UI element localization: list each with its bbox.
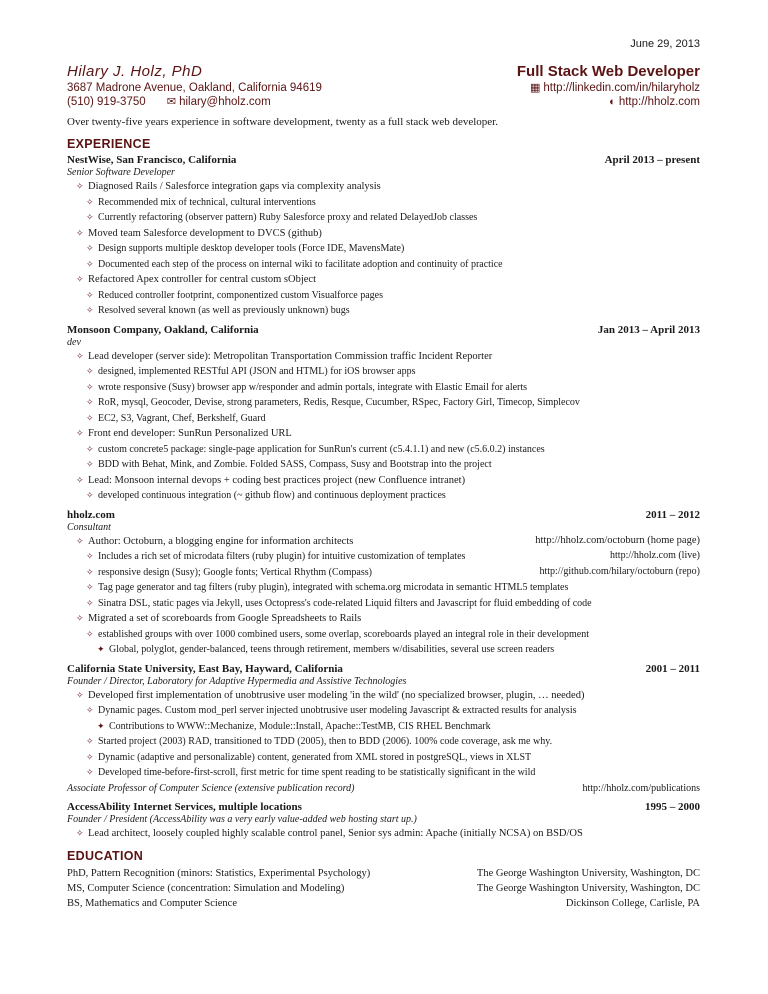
bullet-text-wrap bbox=[86, 195, 316, 211]
bullet-item bbox=[67, 426, 700, 442]
bullet-item bbox=[67, 688, 700, 704]
bullet-item bbox=[67, 288, 700, 304]
bullet-item bbox=[67, 442, 700, 458]
bullet-item bbox=[67, 534, 700, 550]
bullet-text-wrap bbox=[86, 488, 446, 504]
bullet-text-wrap bbox=[86, 380, 527, 396]
phone: (510) 919-3750 bbox=[67, 96, 146, 108]
bullet-text: Documented each step of the process on internal wiki to facilitate adoption and continuity of practice bbox=[98, 258, 503, 270]
linkedin-icon: ▦ bbox=[529, 82, 541, 94]
bullet-icon: ✧ bbox=[76, 181, 84, 191]
linkedin-line[interactable] bbox=[517, 81, 700, 95]
resume-page bbox=[67, 37, 700, 911]
bullet-item bbox=[67, 642, 700, 658]
bullet-text-wrap bbox=[86, 580, 568, 596]
bullet-icon: ✧ bbox=[86, 551, 94, 561]
job-role: Founder / President (AccessAbility was a very early value-added web hosting start up.) bbox=[67, 813, 417, 825]
school: Dickinson College, Carlisle, PA bbox=[565, 898, 700, 909]
bullet-item bbox=[67, 488, 700, 504]
date: June 29, 2013 bbox=[630, 38, 700, 50]
contact-block bbox=[67, 63, 322, 109]
education-list bbox=[67, 866, 700, 911]
bullet-item bbox=[67, 411, 700, 427]
bullet-text-wrap bbox=[86, 549, 465, 565]
bullet-icon: ✧ bbox=[86, 767, 94, 777]
bullet-text-wrap bbox=[76, 226, 322, 242]
school: The George Washington University, Washington, DC bbox=[476, 883, 700, 894]
bullet-text-wrap bbox=[76, 179, 381, 195]
bullet-item bbox=[67, 765, 700, 781]
bullet-item bbox=[67, 750, 700, 766]
bullet-text: Lead architect, loosely coupled highly scalable control panel, Senior sys admin: Apache (initially NCSA) on BSD/OS bbox=[88, 827, 583, 839]
bullet-item bbox=[67, 241, 700, 257]
bullet-item bbox=[67, 457, 700, 473]
bullet-icon: ✧ bbox=[86, 490, 94, 500]
bullet-text-wrap bbox=[86, 765, 535, 781]
bullet-text-wrap bbox=[86, 303, 350, 319]
job-org: NestWise, San Francisco, California bbox=[67, 154, 237, 166]
bullet-text: BDD with Behat, Mink, and Zombie. Folded SASS, Compass, Susy and Bootstrap into the project bbox=[98, 459, 492, 470]
bullet-icon: ✧ bbox=[76, 827, 84, 838]
bullet-item bbox=[67, 473, 700, 489]
degree: PhD, Pattern Recognition (minors: Statistics, Experimental Psychology) bbox=[67, 868, 371, 879]
phone-email-line bbox=[67, 95, 322, 109]
job-dates: April 2013 – present bbox=[604, 154, 700, 166]
bullet-item bbox=[67, 611, 700, 627]
bullet-item bbox=[67, 596, 700, 612]
bullet-text: Global, polyglot, gender-balanced, teens through retirement, members w/disabilities, several use screen readers bbox=[109, 644, 555, 655]
job-header bbox=[67, 663, 700, 676]
bullet-text: Moved team Salesforce development to DVCS (github) bbox=[88, 227, 322, 239]
bullet-icon: ✧ bbox=[86, 566, 94, 577]
bullet-item bbox=[67, 580, 700, 596]
bullet-item bbox=[67, 395, 700, 411]
bullet-icon: ✧ bbox=[76, 535, 84, 546]
bullet-text: Author: Octoburn, a blogging engine for information architects bbox=[88, 535, 354, 547]
bullet-text: developed continuous integration (~ github flow) and continuous deployment practices bbox=[98, 490, 446, 501]
bullet-text-wrap bbox=[86, 596, 592, 612]
bullet-icon: ✧ bbox=[86, 366, 94, 376]
bullet-text: Sinatra DSL, static pages via Jekyll, uses Octopress's code-related Liquid filters and Javascript for fluid embedding of code bbox=[98, 597, 592, 609]
bullet-icon: ✧ bbox=[86, 305, 94, 315]
bullet-text-wrap bbox=[86, 395, 580, 411]
candidate-name: Hilary J. Holz, PhD bbox=[67, 63, 203, 80]
title-block bbox=[517, 63, 700, 109]
job-header bbox=[67, 509, 700, 522]
bullet-text: Recommended mix of technical, cultural interventions bbox=[98, 196, 316, 208]
experience-list bbox=[67, 154, 700, 841]
job-org: hholz.com bbox=[67, 508, 115, 521]
resume-header bbox=[67, 63, 700, 109]
bullet-link[interactable]: http://hholz.com (live) bbox=[610, 550, 700, 561]
bullet-item bbox=[67, 380, 700, 396]
bullet-text: Started project (2003) RAD, transitioned to TDD (2005), then to BDD (2006). 100% code coverage, ask me why. bbox=[98, 736, 553, 747]
bullet-text: Lead developer (server side): Metropolitan Transportation Commission traffic Incident Reporter bbox=[88, 350, 493, 362]
bullet-text-wrap bbox=[86, 703, 577, 719]
bullet-text: responsive design (Susy); Google fonts; Vertical Rhythm (Compass) bbox=[98, 566, 372, 578]
bullet-text-wrap bbox=[76, 611, 361, 627]
globe-icon: ◐ bbox=[609, 96, 616, 108]
bullet-item bbox=[67, 565, 700, 581]
bullet-text-wrap bbox=[76, 426, 292, 442]
bullet-text: Dynamic pages. Custom mod_perl server injected unobtrusive user modeling Javascript & extracted results for analysis bbox=[98, 705, 577, 716]
bullet-icon: ✧ bbox=[86, 582, 94, 592]
bullet-item bbox=[67, 257, 700, 273]
bullet-text: established groups with over 1000 combined users, some overlap, scoreboards played an integral role in their development bbox=[98, 628, 589, 640]
bullet-text: Developed time-before-first-scroll, first metric for time spent reading to be statistically significant in the wild bbox=[98, 767, 536, 778]
bullet-item bbox=[67, 703, 700, 719]
bullet-text-wrap bbox=[76, 473, 465, 489]
bullet-icon: ✧ bbox=[76, 227, 84, 238]
bullet-text-wrap bbox=[86, 210, 477, 226]
job-note bbox=[67, 782, 700, 796]
job-org: AccessAbility Internet Services, multiple locations bbox=[67, 800, 302, 813]
email-link-wrap[interactable] bbox=[167, 96, 271, 108]
bullet-item bbox=[67, 179, 700, 195]
website-line[interactable] bbox=[517, 95, 700, 109]
bullet-text-wrap bbox=[76, 272, 316, 288]
bullet-text-wrap bbox=[76, 349, 492, 365]
bullet-icon: ✧ bbox=[76, 474, 84, 485]
job-entry bbox=[67, 663, 700, 796]
bullet-item bbox=[67, 195, 700, 211]
bullet-text-wrap bbox=[86, 241, 404, 257]
bullet-text-wrap bbox=[86, 750, 531, 766]
bullet-text: custom concrete5 package: single-page application for SunRun's current (c5.4.1.1) and new (c5.6.0.2) instances bbox=[98, 443, 545, 455]
bullet-item bbox=[67, 349, 700, 365]
summary: Over twenty-five years experience in software development, twenty as a full stack web developer. bbox=[67, 116, 498, 128]
bullet-text: Design supports multiple desktop developer tools (Force IDE, MavensMate) bbox=[98, 243, 405, 254]
bullet-icon: ✧ bbox=[86, 196, 94, 207]
job-org: California State University, East Bay, Hayward, California bbox=[67, 662, 343, 675]
job-role: Consultant bbox=[67, 521, 111, 533]
address: 3687 Madrone Avenue, Oakland, California 94619 bbox=[67, 82, 322, 94]
bullet-text: Reduced controller footprint, componentized custom Visualforce pages bbox=[98, 289, 383, 301]
job-header bbox=[67, 324, 700, 337]
bullet-text: Resolved several known (as well as previously unknown) bugs bbox=[98, 305, 350, 316]
bullet-icon: ✧ bbox=[86, 751, 94, 762]
bullet-icon: ✦ bbox=[97, 720, 105, 731]
bullet-text: Includes a rich set of microdata filters (ruby plugin) for intuitive customization of templates bbox=[98, 551, 466, 562]
bullet-icon: ✧ bbox=[86, 397, 94, 407]
bullet-icon: ✧ bbox=[86, 705, 94, 715]
bullet-item bbox=[67, 272, 700, 288]
bullet-icon: ✧ bbox=[76, 428, 84, 438]
bullet-text-wrap bbox=[76, 534, 353, 550]
bullet-item bbox=[67, 734, 700, 750]
bullet-text-wrap bbox=[86, 565, 372, 581]
bullet-item bbox=[67, 303, 700, 319]
education-entry bbox=[67, 866, 700, 881]
job-dates: Jan 2013 – April 2013 bbox=[597, 323, 700, 336]
bullet-icon: ✧ bbox=[86, 459, 94, 469]
bullet-text: Contributions to WWW::Mechanize, Module::Install, Apache::TestMB, CIS RHEL Benchmark bbox=[109, 720, 491, 732]
job-dates: 2001 – 2011 bbox=[645, 662, 700, 675]
bullet-text: Migrated a set of scoreboards from Google Spreadsheets to Rails bbox=[88, 613, 362, 624]
bullet-icon: ✧ bbox=[86, 597, 94, 608]
education-entry bbox=[67, 881, 700, 896]
bullet-item bbox=[67, 364, 700, 380]
bullet-item bbox=[67, 826, 700, 842]
degree: BS, Mathematics and Computer Science bbox=[67, 898, 238, 909]
education-entry bbox=[67, 896, 700, 911]
email-link[interactable]: hilary@hholz.com bbox=[179, 96, 271, 108]
bullet-icon: ✧ bbox=[86, 736, 94, 746]
bullet-text: Tag page generator and tag filters (ruby plugin), integrated with schema.org microdata in semantic HTML5 templates bbox=[98, 582, 569, 593]
bullet-item bbox=[67, 549, 700, 565]
job-dates: 1995 – 2000 bbox=[645, 800, 700, 813]
job-entry bbox=[67, 154, 700, 319]
job-header bbox=[67, 154, 700, 167]
bullet-icon: ✧ bbox=[76, 350, 84, 361]
job-org: Monsoon Company, Oakland, California bbox=[67, 323, 259, 336]
bullet-link[interactable]: http://github.com/hilary/octoburn (repo) bbox=[539, 565, 700, 577]
bullet-text: Dynamic (adaptive and personalizable) content, generated from XML stored in postgreSQL, views in XLST bbox=[98, 751, 532, 763]
bullet-icon: ✦ bbox=[97, 644, 105, 654]
job-dates: 2011 – 2012 bbox=[645, 508, 700, 521]
bullet-icon: ✧ bbox=[86, 628, 94, 639]
job-title: Full Stack Web Developer bbox=[516, 63, 700, 80]
bullet-text-wrap bbox=[97, 642, 554, 658]
bullet-text: wrote responsive (Susy) browser app w/responder and admin portals, integrate with Elastic Email for alerts bbox=[98, 381, 528, 393]
bullet-text-wrap bbox=[86, 457, 492, 473]
bullet-item bbox=[67, 719, 700, 735]
job-entry bbox=[67, 801, 700, 842]
bullet-text: Developed first implementation of unobtrusive user modeling 'in the wild' (no specialized browser, plugin, … needed) bbox=[88, 689, 585, 701]
bullet-text-wrap bbox=[86, 734, 552, 750]
bullet-icon: ✧ bbox=[76, 274, 84, 284]
experience-heading: EXPERIENCE bbox=[67, 137, 151, 151]
bullet-text: Diagnosed Rails / Salesforce integration gaps via complexity analysis bbox=[88, 181, 381, 192]
bullet-icon: ✧ bbox=[86, 412, 94, 423]
bullet-text: EC2, S3, Vagrant, Chef, Berkshelf, Guard bbox=[98, 412, 266, 424]
bullet-item bbox=[67, 627, 700, 643]
job-entry bbox=[67, 324, 700, 504]
bullet-text-wrap bbox=[76, 826, 583, 842]
bullet-text-wrap bbox=[86, 411, 266, 427]
school: The George Washington University, Washington, DC bbox=[476, 868, 700, 879]
bullet-text-wrap bbox=[86, 442, 545, 458]
job-note-text: Associate Professor of Computer Science (extensive publication record) bbox=[67, 782, 355, 794]
bullet-icon: ✧ bbox=[76, 613, 84, 623]
bullet-icon: ✧ bbox=[86, 258, 94, 269]
bullet-text-wrap bbox=[86, 288, 383, 304]
bullet-text-wrap bbox=[86, 364, 415, 380]
bullet-text: RoR, mysql, Geocoder, Devise, strong parameters, Redis, Resque, Cucumber, RSpec, Factory Girl, Timecop, Simplecov bbox=[98, 397, 580, 408]
bullet-text-wrap bbox=[97, 719, 491, 735]
bullet-text-wrap bbox=[86, 627, 589, 643]
job-role: Founder / Director, Laboratory for Adaptive Hypermedia and Assistive Technologies bbox=[67, 675, 407, 687]
bullet-icon: ✧ bbox=[76, 689, 84, 700]
bullet-icon: ✧ bbox=[86, 243, 94, 253]
education-heading: EDUCATION bbox=[67, 849, 144, 863]
bullet-icon: ✧ bbox=[86, 289, 94, 300]
job-entry bbox=[67, 509, 700, 658]
bullet-icon: ✧ bbox=[86, 443, 94, 454]
bullet-item bbox=[67, 226, 700, 242]
linkedin-link[interactable]: http://linkedin.com/in/hilaryholz bbox=[543, 82, 700, 94]
website-link[interactable]: http://hholz.com bbox=[618, 96, 700, 108]
bullet-text: designed, implemented RESTful API (JSON and HTML) for iOS browser apps bbox=[98, 366, 416, 377]
job-role: Senior Software Developer bbox=[67, 167, 175, 178]
bullet-icon: ✧ bbox=[86, 212, 94, 222]
bullet-text: Lead: Monsoon internal devops + coding best practices project (new Confluence intranet) bbox=[88, 474, 466, 486]
bullet-item bbox=[67, 210, 700, 226]
bullet-text-wrap bbox=[86, 257, 503, 273]
bullet-link[interactable]: http://hholz.com/octoburn (home page) bbox=[535, 534, 700, 546]
degree: MS, Computer Science (concentration: Simulation and Modeling) bbox=[67, 883, 345, 894]
publications-link[interactable]: http://hholz.com/publications bbox=[582, 782, 700, 794]
job-role: dev bbox=[67, 336, 81, 348]
bullet-text: Currently refactoring (observer pattern) Ruby Salesforce proxy and related DelayedJob classes bbox=[98, 212, 478, 223]
bullet-text-wrap bbox=[76, 688, 584, 704]
bullet-icon: ✧ bbox=[86, 381, 94, 392]
bullet-text: Refactored Apex controller for central custom sObject bbox=[88, 274, 316, 285]
job-header bbox=[67, 801, 700, 814]
envelope-icon: ✉ bbox=[166, 96, 177, 108]
bullet-text: Front end developer: SunRun Personalized URL bbox=[88, 428, 292, 439]
